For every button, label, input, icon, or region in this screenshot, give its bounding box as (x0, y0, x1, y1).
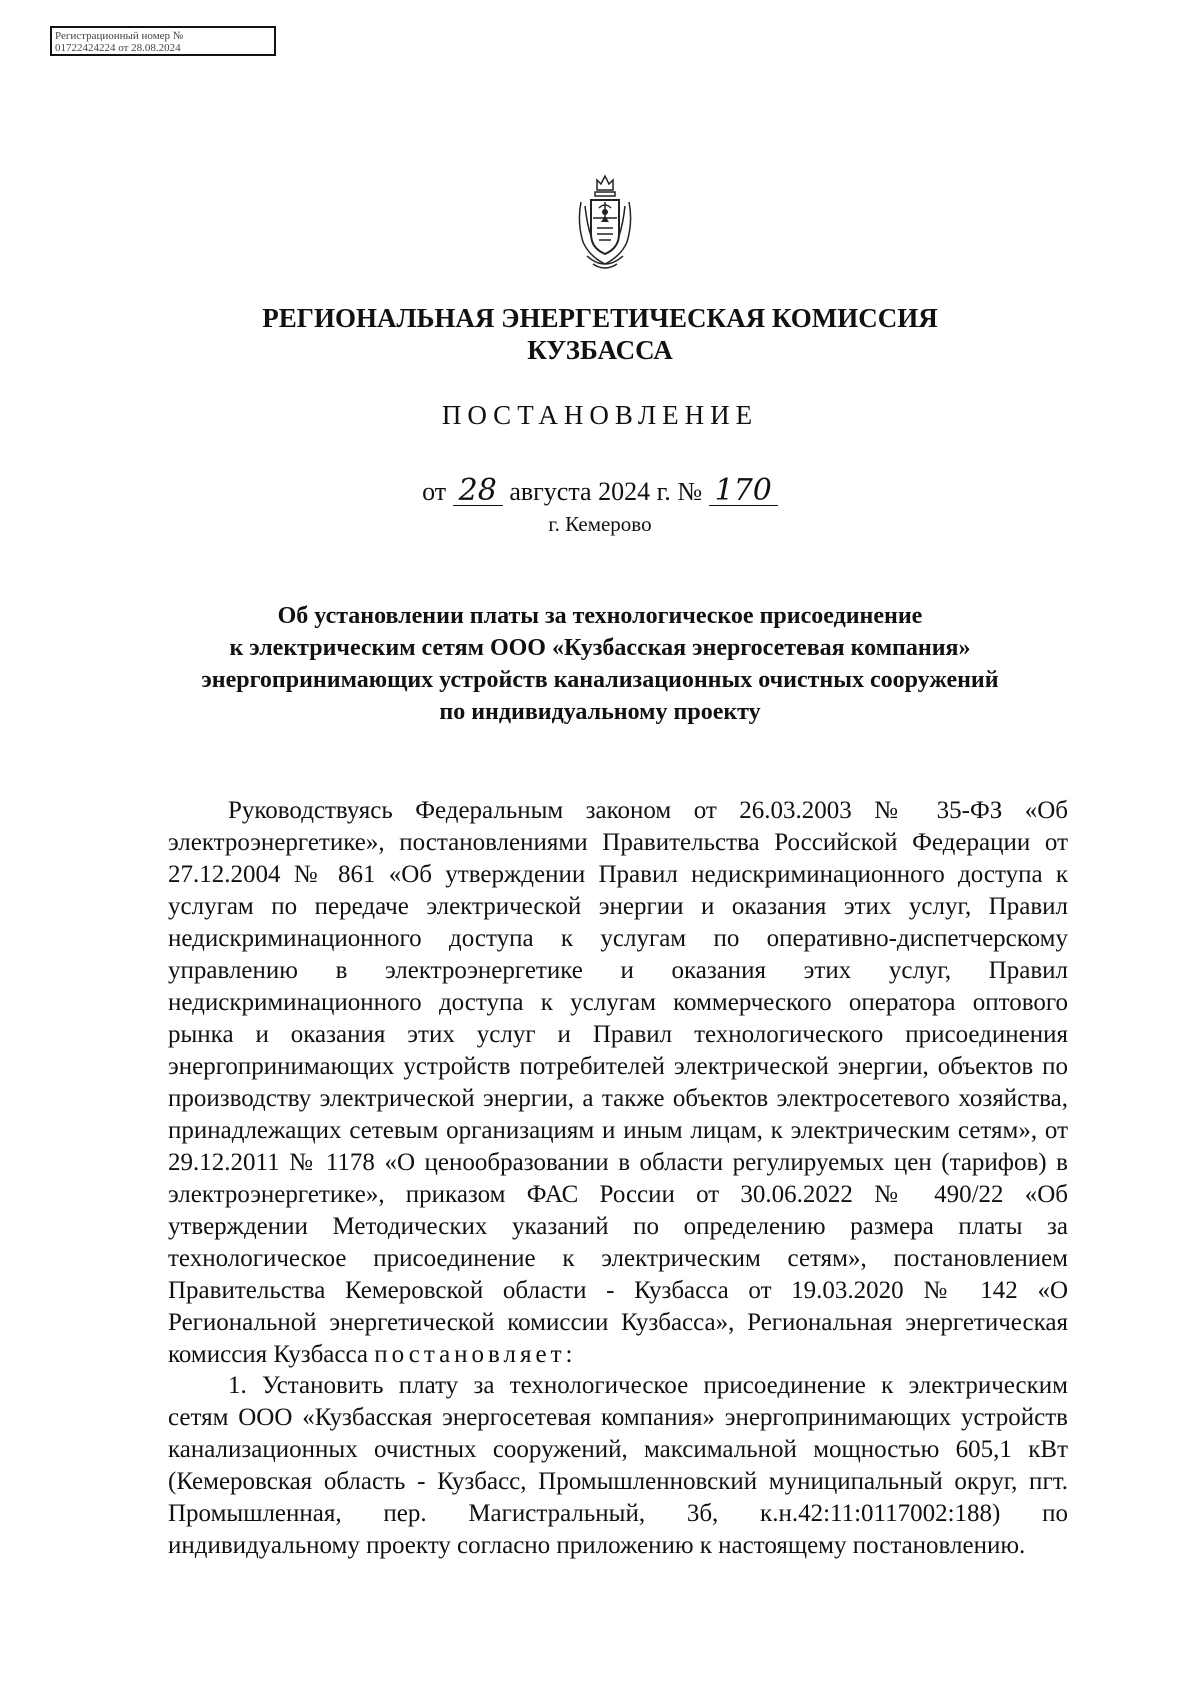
clause-1-text: 1. Установить плату за технологическое присоединение к электрическим сетям ООО «Кузбасская энергосетевая компания» энергопринимающих устройств канализационных очистных сооружений, максимальной мощностью 605,1 кВт (Кемеровская область - Кузбасс, Промышленновский муниципальный округ, пгт. Промышленная, пер. Магистральный, 3б, к.н.42:11:0117002:188) по индивидуальному проекту согласно приложению к настоящему постановлению. (168, 1372, 1068, 1559)
city: г. Кемерово (548, 512, 652, 536)
date-prefix: от (422, 477, 447, 506)
preamble-paragraph (168, 795, 1068, 1371)
date-line (0, 473, 1200, 508)
organization-name-line-1: РЕГИОНАЛЬНАЯ ЭНЕРГЕТИЧЕСКАЯ КОМИССИЯ (262, 303, 938, 333)
handwritten-number: 170 (709, 477, 778, 506)
document-type: ПОСТАНОВЛЕНИЕ (441, 400, 759, 430)
clause-1-paragraph (168, 1370, 1068, 1562)
document-subject (120, 600, 1080, 728)
subject-line-2: к электрическим сетям ООО «Кузбасская энергосетевая компания» (229, 635, 971, 661)
subject-line-3: энергопринимающих устройств канализационных очистных сооружений (201, 667, 999, 693)
preamble-text: Руководствуясь Федеральным законом от 26.03.2003 № 35-ФЗ «Об электроэнергетике», постановлениями Правительства Российской Федерации от 27.12.2004 № 861 «Об утверждении Правил недискриминационного доступа к услугам по передаче электрической энергии и оказания этих услуг, Правил недискриминационного доступа к услугам по оперативно-диспетчерскому управлению в электроэнергетике и оказания этих услуг, Правил недискриминационного доступа к услугам коммерческого оператора оптового рынка и оказания этих услуг и Правил технологического присоединения энергопринимающих устройств потребителей электрической энергии, объектов по производству электрической энергии, а также объектов электросетевого хозяйства, принадлежащих сетевым организациям и иным лицам, к электрическим сетям», от 29.12.2011 № 1178 «О ценообразовании в области регулируемых цен (тарифов) в электроэнергетике», приказом ФАС России от 30.06.2022 № 490/22 «Об утверждении Методических указаний по определению размера платы за технологическое присоединение к электрическим сетям», постановлением Правительства Кемеровской области - Кузбасса от 19.03.2020 № 142 «О Региональной энергетической комиссии Кузбасса», Региональная энергетическая комиссия Кузбасса (168, 797, 1068, 1368)
resolves-word: постановляет: (374, 1341, 577, 1368)
handwritten-day: 28 (453, 477, 503, 506)
coat-of-arms-icon (573, 172, 637, 276)
subject-line-1: Об установлении платы за технологическое присоединение (277, 603, 923, 629)
date-month-year: августа 2024 г. (509, 477, 671, 506)
number-sign: № (677, 477, 703, 506)
registration-line-1: Регистрационный номер № (55, 30, 184, 42)
organization-name-line-2: КУЗБАССА (527, 335, 673, 365)
registration-line-2: 01722424224 от 28.08.2024 (55, 42, 181, 54)
registration-stamp (50, 26, 276, 56)
subject-line-4: по индивидуальному проекту (439, 699, 761, 725)
